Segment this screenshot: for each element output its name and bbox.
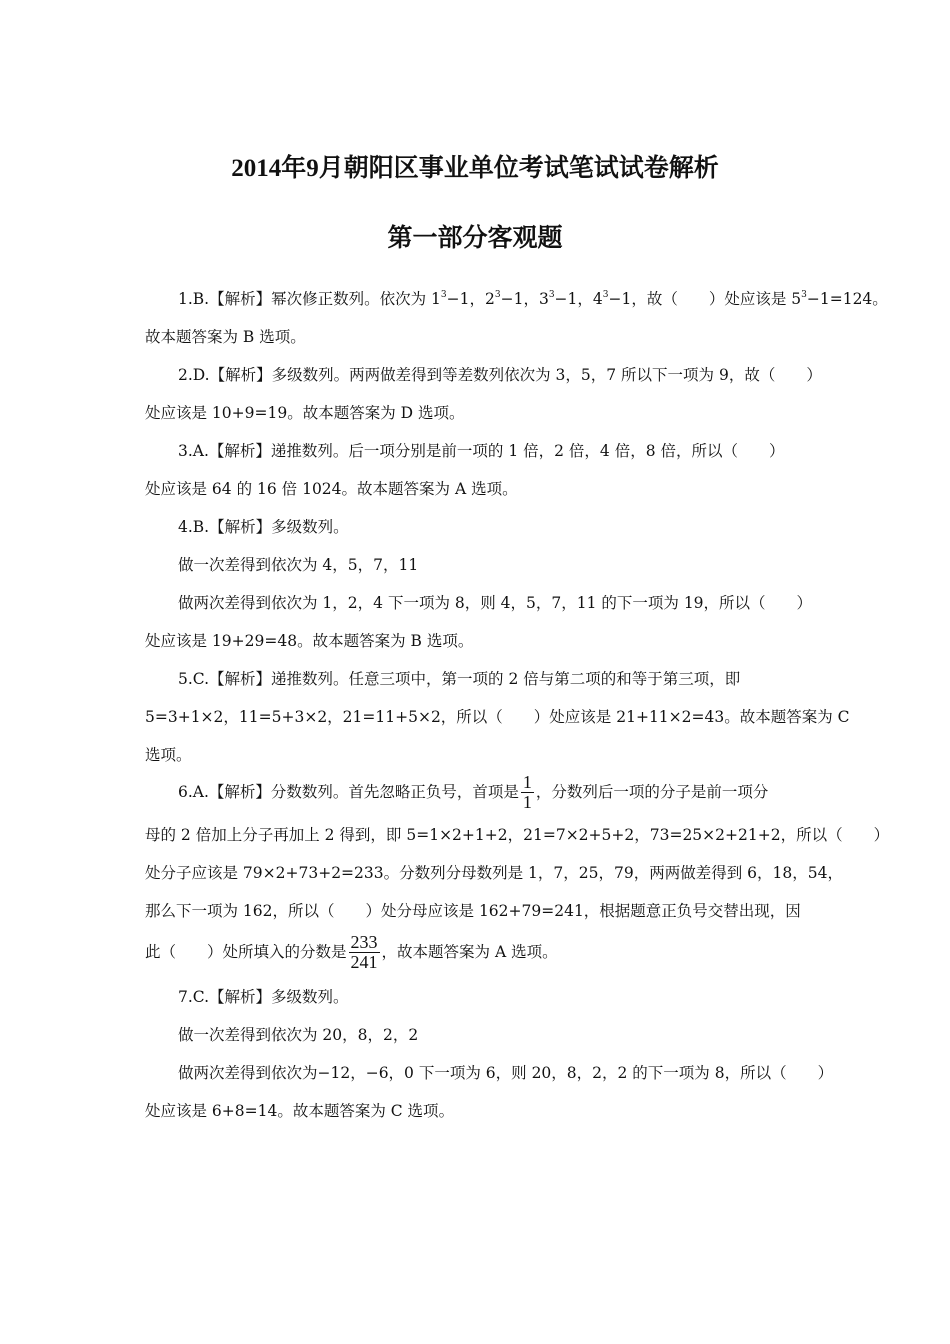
text: 此（ ）处所填入的分数是 xyxy=(145,943,347,961)
text: −1，2 xyxy=(446,290,495,308)
exponent: 3 xyxy=(801,290,807,300)
exponent: 3 xyxy=(440,290,447,300)
document-title: 2014年9月朝阳区事业单位考试笔试试卷解析 xyxy=(231,155,719,182)
answer-6-line-1 xyxy=(178,770,810,814)
answer-1-line-2: 故本题答案为 B 选项。 xyxy=(145,328,306,346)
section-title: 第一部分客观题 xyxy=(387,225,563,252)
answer-4-line-4: 处应该是 19+29=48。故本题答案为 B 选项。 xyxy=(145,632,474,650)
text: −1，故（ ）处应该是 5 xyxy=(608,290,802,308)
answer-5-line-2: 5=3+1×2，11=5+3×2，21=11+5×2，所以（ ）处应该是 21+11×2=43。故本题答案为 C xyxy=(145,708,850,726)
text: 6.A.【解析】分数数列。首先忽略正负号，首项是 xyxy=(178,783,519,801)
exponent: 3 xyxy=(494,290,501,300)
answer-3-line-1: 3.A.【解析】递推数列。后一项分别是前一项的 1 倍，2 倍，4 倍，8 倍，所以（ ） xyxy=(178,442,785,460)
text: ，故本题答案为 A 选项。 xyxy=(381,943,558,961)
answer-6-line-3: 处分子应该是 79×2+73+2=233。分数列分母数列是 1，7，25，79，两两做差得到 6，18，54， xyxy=(145,864,843,882)
exponent: 3 xyxy=(548,290,555,300)
numerator: 1 xyxy=(522,771,532,792)
answer-7-line-4: 处应该是 6+8=14。故本题答案为 C 选项。 xyxy=(145,1102,455,1120)
answer-6-line-4: 那么下一项为 162，所以（ ）处分母应该是 162+79=241，根据题意正负号交替出现，因 xyxy=(145,902,801,920)
denominator: 1 xyxy=(522,791,532,812)
answer-7-line-2: 做一次差得到依次为 20，8，2，2 xyxy=(178,1026,419,1044)
text: −1，3 xyxy=(500,290,549,308)
text: ，分数列后一项的分子是前一项分 xyxy=(535,783,769,801)
text: −1，4 xyxy=(554,290,603,308)
numerator: 233 xyxy=(350,931,378,952)
answer-4-line-3: 做两次差得到依次为 1，2，4 下一项为 8，则 4，5，7，11 的下一项为 19，所以（ ） xyxy=(178,594,813,612)
exponent: 3 xyxy=(602,290,609,300)
answer-5-line-3: 选项。 xyxy=(145,746,192,764)
answer-5-line-1: 5.C.【解析】递推数列。任意三项中，第一项的 2 倍与第二项的和等于第三项，即 xyxy=(178,670,741,688)
answer-6-line-5 xyxy=(145,930,810,974)
answer-2-line-1: 2.D.【解析】多级数列。两两做差得到等差数列依次为 3，5，7 所以下一项为 9，故（ ） xyxy=(178,366,822,384)
denominator: 241 xyxy=(350,951,378,972)
answer-4-line-2: 做一次差得到依次为 4，5，7，11 xyxy=(178,556,419,574)
fraction-answer xyxy=(349,933,380,972)
answer-2-line-2: 处应该是 10+9=19。故本题答案为 D 选项。 xyxy=(145,404,465,422)
answer-3-line-2: 处应该是 64 的 16 倍 1024。故本题答案为 A 选项。 xyxy=(145,480,518,498)
answer-1-line-1 xyxy=(178,288,888,310)
answer-7-line-1: 7.C.【解析】多级数列。 xyxy=(178,988,349,1006)
text: 1.B.【解析】幂次修正数列。依次为 1 xyxy=(178,290,441,308)
fraction-first-term xyxy=(521,773,534,812)
answer-7-line-3: 做两次差得到依次为−12，−6，0 下一项为 6，则 20，8，2，2 的下一项为 8，所以（ ） xyxy=(178,1064,834,1082)
answer-6-line-2: 母的 2 倍加上分子再加上 2 得到，即 5=1×2+1+2，21=7×2+5+2，73=25×2+21+2，所以（ ） xyxy=(145,826,890,844)
answer-4-line-1: 4.B.【解析】多级数列。 xyxy=(178,518,349,536)
text: −1=124。 xyxy=(806,290,888,308)
